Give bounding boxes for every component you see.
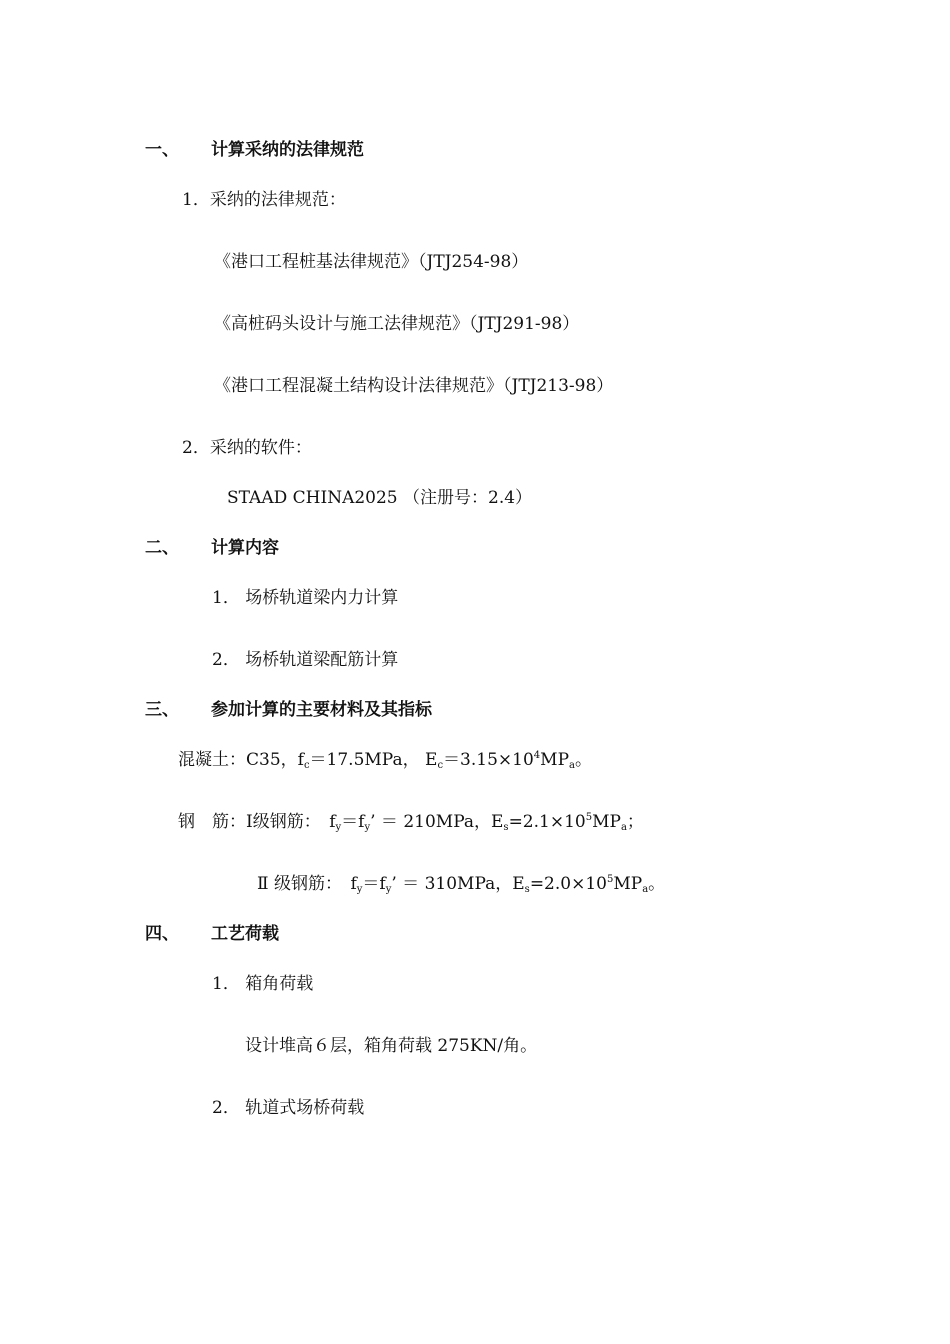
standard-item: 《港口工程混凝土结构设计法律规范》（JTJ213-98） xyxy=(214,376,614,396)
list-item: 2． 轨道式场桥荷载 xyxy=(212,1098,365,1118)
section-number: 三、 xyxy=(145,700,179,720)
section-number: 一、 xyxy=(145,140,179,160)
section-title: 计算采纳的法律规范 xyxy=(211,140,364,160)
section-title: 工艺荷载 xyxy=(211,924,279,944)
list-item: 1． 箱角荷载 xyxy=(212,974,314,994)
list-item: 1．采纳的法律规范： xyxy=(182,190,346,210)
software-line: STAAD CHINA2025 （注册号：2.4） xyxy=(227,488,533,508)
steel-spec-grade-2: Ⅱ 级钢筋： $f_y=f_y$’ ＝ 310MPa，$E_s=2.0\times 10^5MP_a$。 xyxy=(257,874,666,895)
section-title: 参加计算的主要材料及其指标 xyxy=(211,700,432,720)
concrete-spec: 混凝土：C35，$f_c=17.5MPa$， $E_c=3.15\times 10^4MP_a$。 xyxy=(178,750,592,771)
steel-spec-grade-1: 钢 筋：Ⅰ级钢筋： $f_y=f_y$’ ＝ 210MPa，$E_s=2.1\times 10^5MP_a$； xyxy=(178,812,644,833)
standard-item: 《高桩码头设计与施工法律规范》（JTJ291-98） xyxy=(214,314,580,334)
section-title: 计算内容 xyxy=(211,538,279,558)
section-number: 二、 xyxy=(145,538,179,558)
list-item: 1． 场桥轨道梁内力计算 xyxy=(212,588,399,608)
list-item: 2．采纳的软件： xyxy=(182,438,312,458)
section-number: 四、 xyxy=(145,924,179,944)
paragraph: 设计堆高６层，箱角荷载 275KN/角。 xyxy=(245,1036,538,1056)
standard-item: 《港口工程桩基法律规范》（JTJ254-98） xyxy=(214,252,529,272)
list-item: 2． 场桥轨道梁配筋计算 xyxy=(212,650,399,670)
